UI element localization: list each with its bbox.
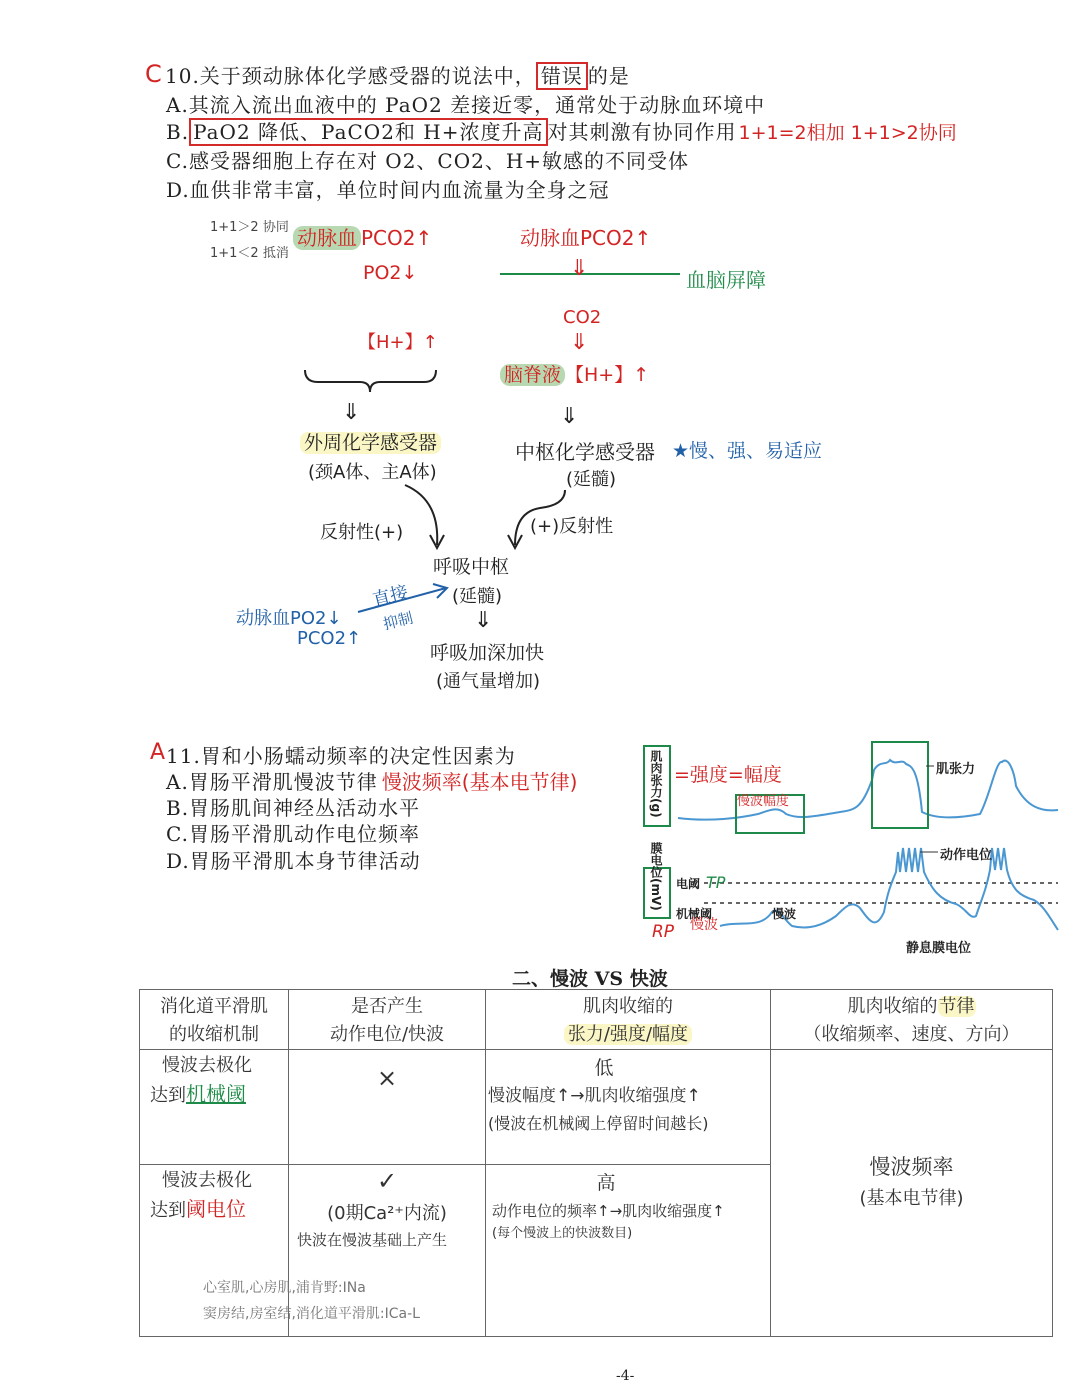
q10-option-b-pre: B.: [166, 120, 190, 144]
graph-rp: RP: [652, 922, 675, 942]
left-h: 【H+】↑: [358, 332, 438, 353]
resp-center-sub: (延髓): [452, 586, 503, 607]
th-mechanism-l2: 的收缩机制: [169, 1024, 259, 1045]
graph-y-top: 肌肉张力(g): [649, 750, 663, 818]
r2-ap-gray-l1: 心室肌,心房肌,浦肯野:INa: [203, 1280, 366, 1296]
r2-mechanism-hl: 阈电位: [186, 1197, 246, 1221]
co2-label: CO2: [563, 307, 602, 328]
arrow-final: ⇓: [474, 608, 493, 633]
peripheral-sub: (颈A体、主A体): [308, 462, 437, 483]
reflex-right: (+)反射性: [530, 516, 614, 537]
right-arrow-1: ⇓: [570, 256, 589, 281]
graph-slow-amp: 慢波幅度: [737, 794, 790, 809]
table-row: [140, 1050, 1053, 1165]
graph-rest: 静息膜电位: [906, 941, 972, 956]
q11-option-a: [166, 766, 577, 795]
th-strength-highlight: 张力/强度/幅度: [564, 1024, 692, 1045]
q10-stem-boxed: 错误: [536, 62, 588, 90]
r1-mechanism-hl: 机械阈: [186, 1082, 246, 1106]
th-strength-l2: [486, 1021, 770, 1049]
q11-option-b: B.胃肠肌间神经丛活动水平: [166, 796, 421, 820]
th-mechanism-l1: 消化道平滑肌: [160, 996, 268, 1017]
result-sub: (通气量增加): [436, 671, 541, 692]
r1-mechanism: [140, 1050, 289, 1165]
graph-eq-note: =强度=幅度: [674, 764, 782, 786]
r1-mechanism-l2: [150, 1080, 288, 1110]
q11-option-a-note: 慢波频率(基本电节律): [381, 770, 578, 794]
th-rhythm-highlight: 节律: [938, 996, 975, 1017]
q11-option-d: D.胃肠平滑肌本身节律活动: [166, 849, 421, 873]
r1-mechanism-pre: 达到: [150, 1085, 186, 1106]
left-po2: PO2↓: [363, 262, 418, 284]
graph-ap: 动作电位: [940, 848, 993, 863]
r2-ap-l2: 快波在慢波基础上产生: [297, 1231, 448, 1249]
r1-ap: ×: [289, 1050, 486, 1165]
q11-option-a-text: A.胃肠平滑肌慢波节律: [166, 770, 378, 794]
th-strength: [486, 990, 771, 1050]
r2-ap-gray-l2: 窦房结,房室结,消化道平滑肌:ICa-L: [203, 1306, 420, 1322]
r2-mechanism-pre: 达到: [150, 1200, 186, 1221]
page-number: -4-: [616, 1368, 635, 1384]
blue-pco2: PCO2↑: [297, 628, 362, 649]
graph-mech: 机械阈: [676, 907, 713, 921]
direct-label: 直接: [370, 581, 411, 611]
central-sub: (延髓): [566, 469, 617, 490]
legend-2: 1+1＜2 抵消: [210, 246, 289, 261]
th-mechanism: [140, 990, 289, 1050]
th-strength-l1: 肌肉收缩的: [583, 996, 673, 1017]
q10-option-b-boxed: PaO2 降低、PaCO2和 H+浓度升高: [189, 118, 547, 146]
right-arrow-2: ⇓: [570, 330, 589, 355]
reflex-left: 反射性(+): [320, 522, 404, 543]
rhythm-l1: 慢波频率: [869, 1155, 954, 1179]
csf-highlight: 脑脊液: [500, 364, 565, 386]
central-label: 中枢化学感受器: [515, 440, 655, 464]
r2-strength-title: 高: [596, 1172, 616, 1194]
graph-slow-wave: 慢波: [772, 907, 797, 921]
membrane-curve: [720, 848, 1058, 930]
r2-strength: [486, 1165, 771, 1337]
result-label: 呼吸加深加快: [430, 642, 545, 664]
q10-option-b-post: 对其刺激有协同作用: [547, 120, 737, 144]
r2-ap-check: ✓: [376, 1167, 398, 1195]
th-rhythm-l2: （收缩频率、速度、方向）: [803, 1024, 1020, 1045]
left-top-label: [293, 222, 432, 251]
q10-answer: C: [145, 60, 162, 88]
r2-mechanism-l1: 慢波去极化: [162, 1170, 252, 1191]
th-ap: [289, 990, 486, 1050]
th-ap-l1: 是否产生: [351, 996, 423, 1017]
barrier-label: 血脑屏障: [686, 268, 766, 292]
q11-stem: 11.胃和小肠蠕动频率的决定性因素为: [166, 744, 516, 768]
arrow-curve-left: [405, 485, 437, 545]
left-top-pco2: PCO2↑: [361, 226, 433, 250]
r1-strength: [486, 1050, 771, 1165]
csf-h: 【H+】↑: [565, 364, 650, 386]
graph-tp: TP: [706, 873, 726, 892]
q10-option-d: D.血供非常丰富，单位时间内血流量为全身之冠: [166, 178, 610, 202]
q11-option-c: C.胃肠平滑肌动作电位频率: [166, 822, 420, 846]
table-header-row: [140, 990, 1053, 1050]
q10-stem-pre: 10.关于颈动脉体化学感受器的说法中，: [165, 64, 536, 88]
brace-shape: [305, 370, 436, 392]
r1-strength-l1: 慢波幅度↑→肌肉收缩强度↑: [488, 1086, 701, 1106]
th-rhythm-l1: [771, 993, 1052, 1021]
th-ap-l2: 动作电位/快波: [329, 1024, 445, 1045]
tension-peak-box: [872, 742, 928, 828]
rhythm-l2: (基本电节律): [859, 1188, 964, 1209]
inhibit-label: 抑制: [381, 608, 415, 634]
q10-option-a: A.其流入流出血液中的 PaO2 差接近零，通常处于动脉血环境中: [166, 93, 766, 117]
r1-mechanism-l1: 慢波去极化: [162, 1055, 252, 1076]
r2-strength-l2: (每个慢波上的快波数目): [492, 1226, 633, 1241]
q10-stem-post: 的是: [587, 64, 630, 88]
th-rhythm: [771, 990, 1053, 1050]
graph-y-bottom: 膜电位(mV): [649, 842, 663, 911]
graph-threshold: 电阈: [676, 877, 701, 891]
peripheral-label: [300, 428, 441, 455]
legend-1: 1+1＞2 协同: [210, 220, 289, 235]
comparison-table: [139, 989, 1053, 1337]
q11-answer: A: [150, 740, 166, 765]
graph-tension: 肌张力: [936, 762, 976, 777]
csf-label: [500, 360, 649, 387]
q10-option-b-note: 1+1=2相加 1+1>2协同: [738, 122, 957, 144]
r2-strength-l1: 动作电位的频率↑→肌肉收缩强度↑: [492, 1202, 725, 1220]
th-rhythm-pre: 肌肉收缩的: [847, 996, 938, 1017]
r2-ap-l1: (0期Ca²⁺内流): [327, 1203, 447, 1224]
right-top: 动脉血PCO2↑: [520, 226, 652, 250]
resp-center: 呼吸中枢: [433, 556, 510, 578]
graph-slow-red: 慢波: [690, 917, 718, 933]
q10-option-c: C.感受器细胞上存在对 O2、CO2、H+敏感的不同受体: [166, 149, 690, 173]
rhythm-cell: [771, 1050, 1053, 1337]
r1-strength-title: 低: [594, 1057, 614, 1079]
r2-ap-gray: [203, 1275, 420, 1327]
peripheral-highlight: 外周化学感受器: [300, 432, 441, 454]
arrow-right-down: ⇓: [560, 404, 579, 429]
r2-mechanism-l2: [150, 1195, 288, 1225]
r1-strength-l2: (慢波在机械阈上停留时间越长): [488, 1114, 709, 1133]
blue-po2: 动脉血PO2↓: [236, 608, 342, 629]
left-top-highlight: 动脉血: [293, 226, 361, 250]
section-title: 二、慢波 VS 快波: [512, 968, 668, 990]
arrow-left-down: ⇓: [342, 400, 361, 425]
central-note: ★慢、强、易适应: [672, 440, 823, 462]
